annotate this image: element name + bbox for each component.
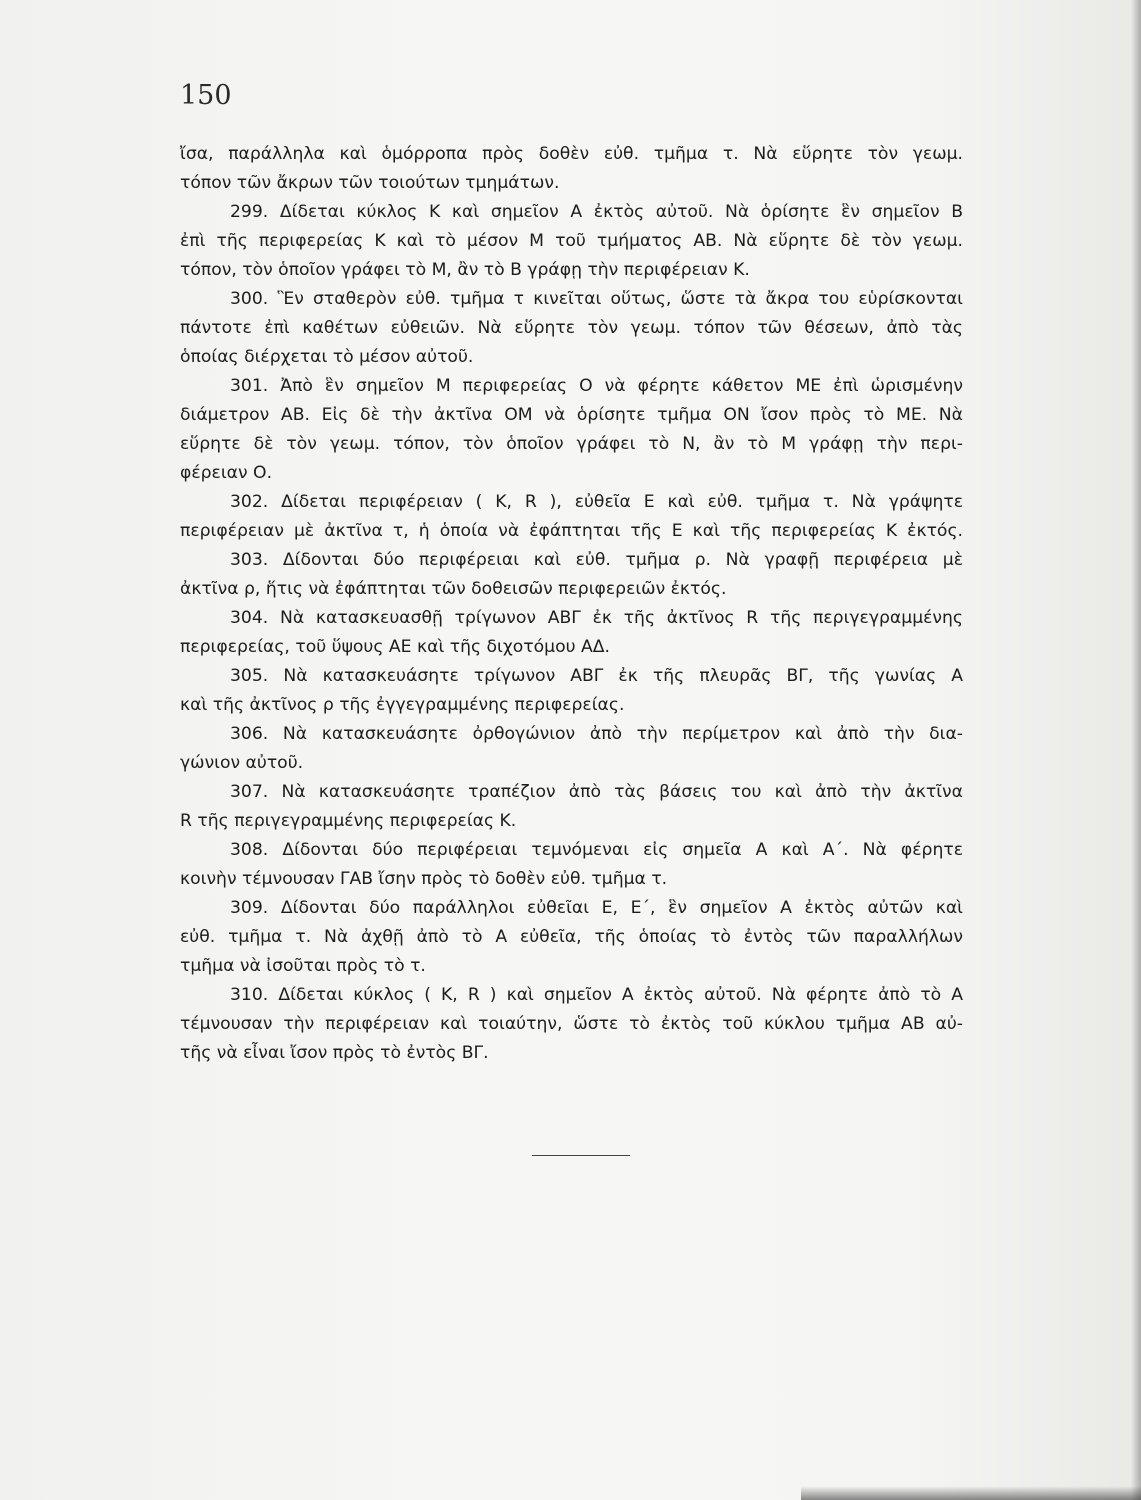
exercise-308	[180, 836, 963, 894]
text-line: φέρειαν Ο.	[180, 463, 273, 483]
exercise-299	[180, 198, 963, 285]
exercise-298-continuation	[180, 140, 963, 198]
section-end-rule	[532, 1155, 630, 1156]
exercise-list	[180, 140, 963, 1068]
text-line: τμῆμα νὰ ἰσοῦται πρὸς τὸ τ.	[180, 956, 426, 976]
exercise-309	[180, 894, 963, 981]
text-line: 301. Ἀπὸ ἓν σημεῖον Μ περιφερείας Ο νὰ φέρητε κάθετον ΜΕ ἐπὶ ὡρισμένην	[230, 376, 963, 396]
exercise-302	[180, 488, 963, 546]
text-line: R τῆς περιγεγραμμένης περιφερείας Κ.	[180, 811, 517, 831]
exercise-310	[180, 981, 963, 1068]
exercise-305	[180, 662, 963, 720]
text-line: περιφέρειαν μὲ ἀκτῖνα τ, ἡ ὁποία νὰ ἐφάπτηται τῆς Ε καὶ τῆς περιφερείας Κ ἐκτός.	[180, 521, 963, 541]
text-line: ἐπὶ τῆς περιφερείας Κ καὶ τὸ μέσον Μ τοῦ τμήματος ΑΒ. Νὰ εὕρητε δὲ τὸν γεωμ.	[180, 231, 963, 251]
text-line: διάμετρον ΑΒ. Εἰς δὲ τὴν ἀκτῖνα ΟΜ νὰ ὁρίσητε τμῆμα ΟΝ ἴσον πρὸς τὸ ΜΕ. Νὰ	[180, 405, 963, 425]
text-line: κοινὴν τέμνουσαν ΓΑΒ ἴσην πρὸς τὸ δοθὲν εὐθ. τμῆμα τ.	[180, 869, 668, 889]
text-line: 306. Νὰ κατασκευάσητε ὀρθογώνιον ἀπὸ τὴν περίμετρον καὶ ἀπὸ τὴν δια-	[230, 724, 963, 744]
exercise-306	[180, 720, 963, 778]
text-line: τῆς νὰ εἶναι ἴσον πρὸς τὸ ἐντὸς ΒΓ.	[180, 1043, 489, 1063]
text-line: ἴσα, παράλληλα καὶ ὁμόρροπα πρὸς δοθὲν εὐθ. τμῆμα τ. Νὰ εὕρητε τὸν γεωμ.	[180, 144, 963, 164]
page-corner-shadow	[801, 1486, 1141, 1500]
text-line: 309. Δίδονται δύο παράλληλοι εὐθεῖαι Ε, Ε΄, ἓν σημεῖον Α ἐκτὸς αὐτῶν καὶ	[230, 898, 963, 918]
text-line: περιφερείας, τοῦ ὕψους ΑΕ καὶ τῆς διχοτόμου ΑΔ.	[180, 637, 611, 657]
text-line: ἀκτῖνα ρ, ἥτις νὰ ἐφάπτηται τῶν δοθεισῶν περιφερειῶν ἐκτός.	[180, 579, 727, 599]
page-edge-shadow	[1131, 0, 1141, 1500]
text-line: 300. Ἓν σταθερὸν εὐθ. τμῆμα τ κινεῖται οὕτως, ὥστε τὰ ἄκρα του εὑρίσκονται	[230, 289, 963, 309]
text-line: καὶ τῆς ἀκτῖνος ρ τῆς ἐγγεγραμμένης περιφερείας.	[180, 695, 625, 715]
exercise-301	[180, 372, 963, 488]
text-line: γώνιον αὐτοῦ.	[180, 753, 304, 773]
text-line: 304. Νὰ κατασκευασθῇ τρίγωνον ΑΒΓ ἐκ τῆς ἀκτῖνος R τῆς περιγεγραμμένης	[230, 608, 963, 628]
page-number: 150	[180, 80, 232, 111]
text-line: τόπον τῶν ἄκρων τῶν τοιούτων τμημάτων.	[180, 173, 560, 193]
text-line: πάντοτε ἐπὶ καθέτων εὐθειῶν. Νὰ εὕρητε τὸν γεωμ. τόπον τῶν θέσεων, ἀπὸ τὰς	[180, 318, 963, 338]
text-line: εὕρητε δὲ τὸν γεωμ. τόπον, τὸν ὁποῖον γράφει τὸ Ν, ἂν τὸ Μ γράφῃ τὴν περι-	[180, 434, 963, 454]
text-line: 308. Δίδονται δύο περιφέρειαι τεμνόμεναι εἰς σημεῖα Α καὶ Α΄. Νὰ φέρητε	[230, 840, 963, 860]
text-line: ὁποίας διέρχεται τὸ μέσον αὐτοῦ.	[180, 347, 474, 367]
exercise-307	[180, 778, 963, 836]
text-line: 310. Δίδεται κύκλος ( Κ, R ) καὶ σημεῖον Α ἐκτὸς αὐτοῦ. Νὰ φέρητε ἀπὸ τὸ Α	[230, 985, 963, 1005]
text-line: τέμνουσαν τὴν περιφέρειαν καὶ τοιαύτην, ὥστε τὸ ἐκτὸς τοῦ κύκλου τμῆμα ΑΒ αὐ-	[180, 1014, 963, 1034]
text-line: 299. Δίδεται κύκλος Κ καὶ σημεῖον Α ἐκτὸς αὐτοῦ. Νὰ ὁρίσητε ἓν σημεῖον Β	[230, 202, 963, 222]
text-line: 303. Δίδονται δύο περιφέρειαι καὶ εὐθ. τμῆμα ρ. Νὰ γραφῇ περιφέρεια μὲ	[230, 550, 963, 570]
exercise-304	[180, 604, 963, 662]
text-line: 302. Δίδεται περιφέρειαν ( Κ, R ), εὐθεῖα Ε καὶ εὐθ. τμῆμα τ. Νὰ γράψητε	[230, 492, 963, 512]
text-line: εὐθ. τμῆμα τ. Νὰ ἀχθῇ ἀπὸ τὸ Α εὐθεῖα, τῆς ὁποίας τὸ ἐντὸς τῶν παραλλήλων	[180, 927, 963, 947]
text-line: 307. Νὰ κατασκευάσητε τραπέζιον ἀπὸ τὰς βάσεις του καὶ ἀπὸ τὴν ἀκτῖνα	[230, 782, 963, 802]
exercise-300	[180, 285, 963, 372]
text-line: τόπον, τὸν ὁποῖον γράφει τὸ Μ, ἂν τὸ Β γράφῃ τὴν περιφέρειαν Κ.	[180, 260, 750, 280]
exercise-303	[180, 546, 963, 604]
text-line: 305. Νὰ κατασκευάσητε τρίγωνον ΑΒΓ ἐκ τῆς πλευρᾶς ΒΓ, τῆς γωνίας Α	[230, 666, 963, 686]
